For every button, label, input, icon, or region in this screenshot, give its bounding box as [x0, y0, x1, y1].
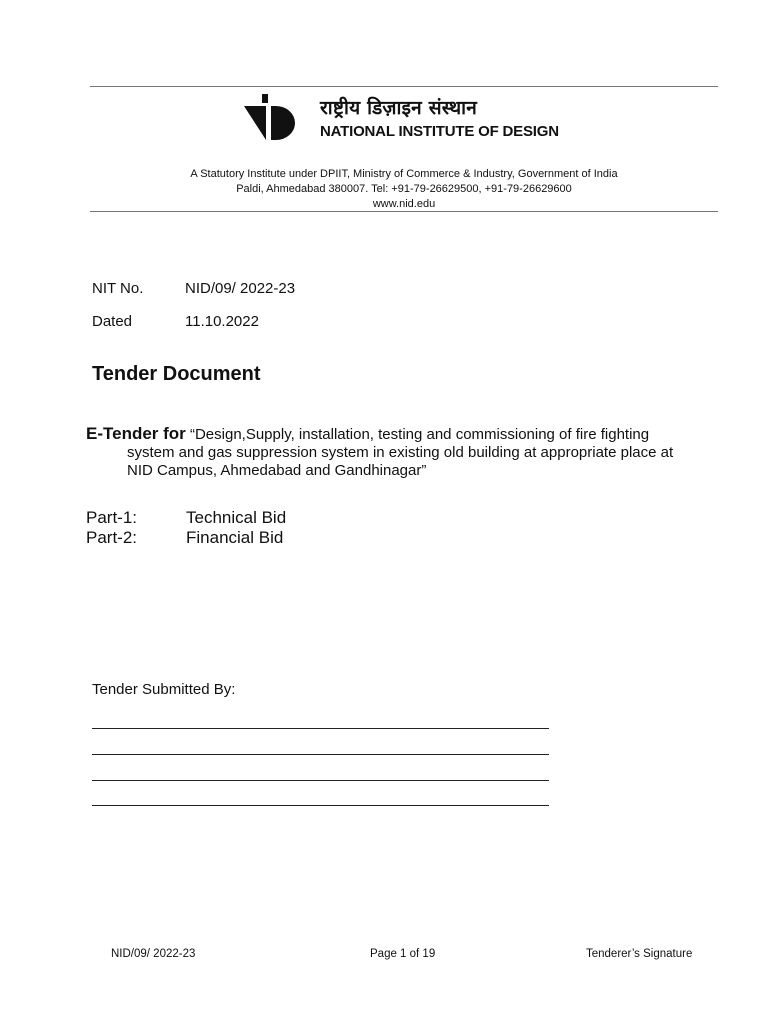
nit-value: NID/09/ 2022-23	[185, 280, 296, 297]
submitter-line-3	[92, 780, 549, 781]
header-rule-bottom	[90, 211, 718, 212]
part2-label: Part-2:	[86, 528, 138, 547]
footer-page-number: Page 1 of 19	[370, 948, 436, 960]
header-rule-top	[90, 86, 718, 87]
logo-english-text: NATIONAL INSTITUTE OF DESIGN	[320, 123, 559, 140]
dated-value: 11.10.2022	[185, 313, 259, 330]
etender-line-2: system and gas suppression system in existing old building at appropriate place at	[127, 444, 674, 461]
nid-logo	[242, 92, 562, 142]
address-line-2: Paldi, Ahmedabad 380007. Tel: +91-79-26629500, +91-79-26629600	[236, 183, 572, 195]
submitter-line-4	[92, 805, 549, 806]
footer-signature-label: Tenderer’s Signature	[586, 948, 693, 960]
etender-line-1	[86, 425, 706, 444]
website-line: www.nid.edu	[372, 198, 436, 210]
tender-submitted-by-label: Tender Submitted By:	[92, 681, 236, 698]
submitter-line-2	[92, 754, 549, 755]
etender-description	[86, 425, 706, 480]
dated-label: Dated	[92, 313, 133, 330]
etender-label: E-Tender for	[86, 424, 186, 443]
nid-logo-mark-icon	[242, 92, 302, 142]
etender-text-1: “Design,Supply, installation, testing and commissioning of fire fighting	[189, 426, 650, 443]
footer-reference: NID/09/ 2022-23	[111, 948, 196, 960]
nit-label: NIT No.	[92, 280, 144, 297]
address-line-1: A Statutory Institute under DPIIT, Ministry of Commerce & Industry, Government of India	[190, 168, 618, 180]
part2-value: Financial Bid	[186, 528, 284, 547]
document-title: Tender Document	[92, 363, 261, 385]
submitter-line-1	[92, 728, 549, 729]
part1-label: Part-1:	[86, 508, 138, 527]
part1-value: Technical Bid	[186, 508, 287, 527]
logo-hindi-text: राष्ट्रीय डिज़ाइन संस्थान	[320, 97, 477, 119]
etender-line-3: NID Campus, Ahmedabad and Gandhinagar”	[127, 462, 427, 479]
